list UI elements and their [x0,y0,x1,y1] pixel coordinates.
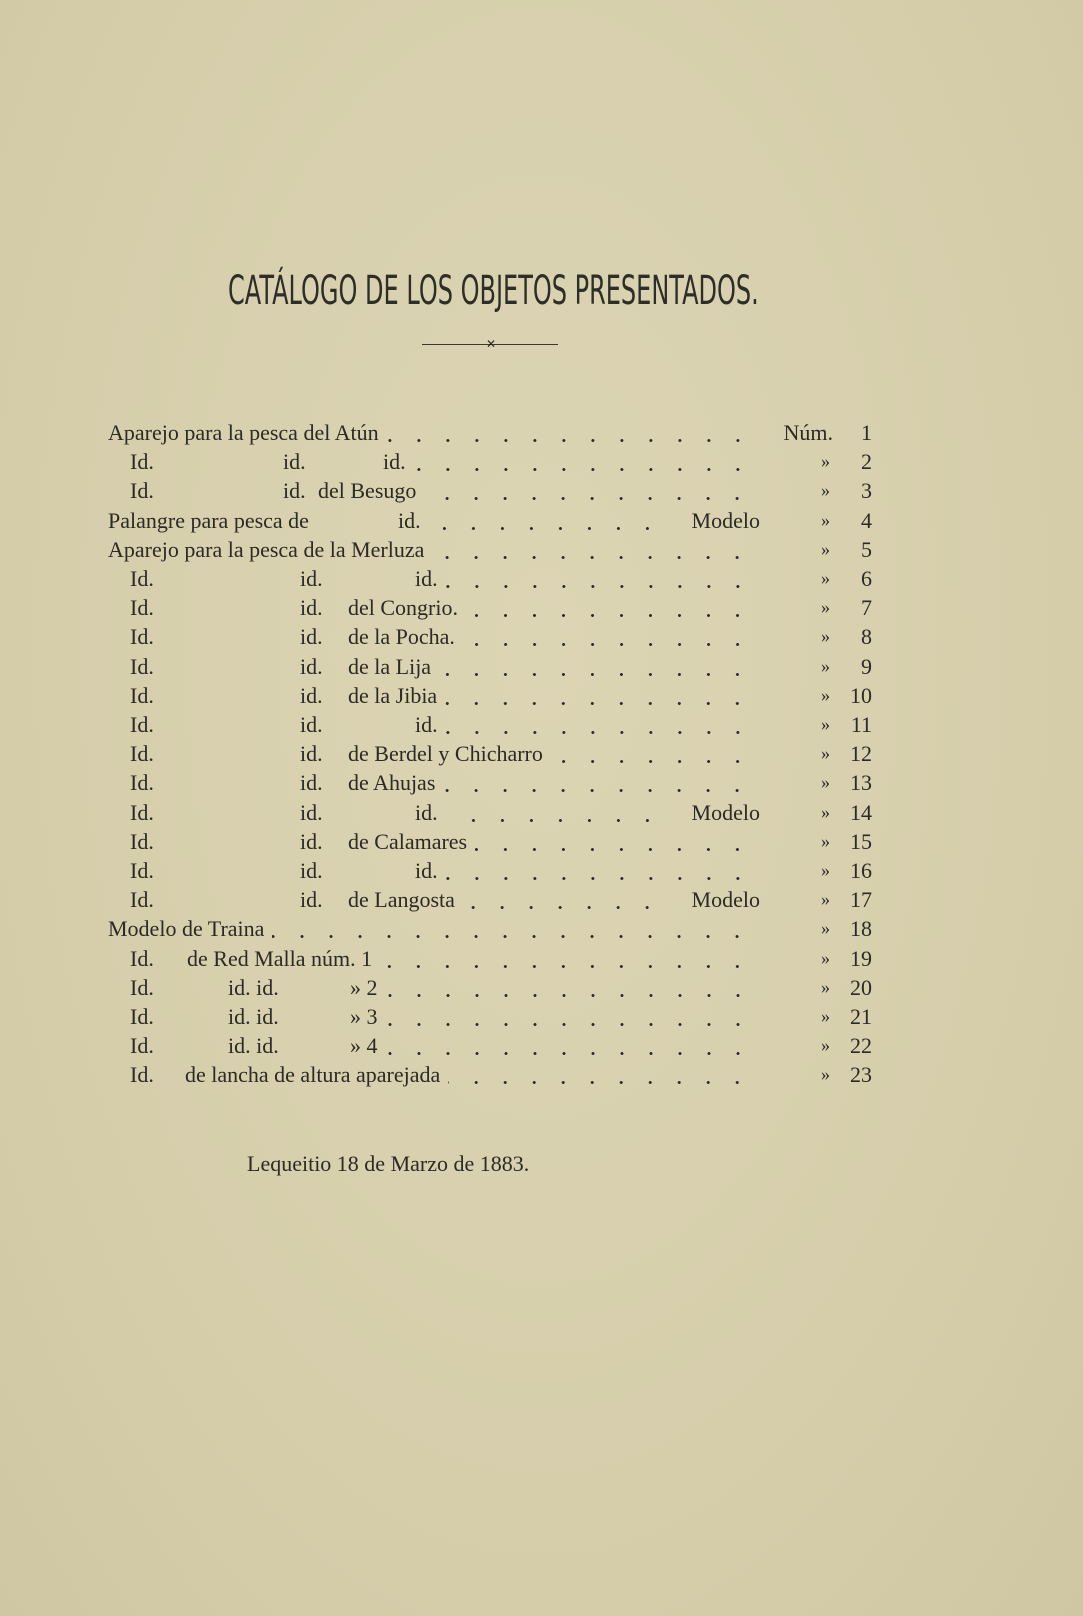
dot-leader [429,506,666,535]
row-text-b: id. [300,653,323,679]
modelo-label: Modelo [691,507,760,533]
dot-leader [463,885,666,914]
row-text-a: Id. [130,624,154,650]
dot-leader [380,944,756,973]
item-number: 11 [850,712,872,737]
row-text-a: Aparejo para la pesca de la Merluza [108,536,425,562]
row-description [108,535,760,564]
item-number: 6 [861,566,872,591]
row-text-a: Id. [130,566,154,591]
row-text-b: id. [300,770,323,796]
catalog-row [0,1031,1083,1060]
page-title: CATÁLOGO DE LOS OBJETOS PRESENTADOS. [228,268,759,314]
dot-leader [432,535,756,564]
item-number: 9 [861,653,872,679]
catalog-row [0,827,1083,856]
row-description [108,1002,760,1031]
ditto-mark: » [821,976,830,997]
dot-leader [446,856,756,885]
catalog-row [0,1002,1083,1031]
item-number: 3 [861,478,872,504]
ditto-mark: » [821,860,830,880]
row-text-b: id. [300,887,323,913]
row-text-a: Palangre para pesca de [108,507,309,533]
dot-leader [475,827,756,856]
row-text-a: Id. [130,828,154,854]
ditto-mark: » [821,684,830,705]
row-text-b: id. [300,595,323,621]
row-description [108,973,760,1002]
dot-leader [439,652,756,681]
row-text-b: id. [300,858,323,883]
row-text-b: id. [300,712,323,737]
dot-leader [386,973,757,1002]
row-text-b: id. [300,828,323,854]
catalog-row [0,476,1083,505]
ditto-mark: » [821,480,830,501]
row-text-c: » 2 [350,974,378,1000]
row-text-c: de la Jibia [348,682,438,708]
ditto-mark: » [821,772,830,793]
catalog-row [0,739,1083,768]
catalog-row [0,652,1083,681]
dot-leader [448,1060,756,1089]
catalog-row [0,1060,1083,1089]
dot-leader [443,768,756,797]
row-text-a: Id. [130,887,154,913]
dot-leader [414,447,756,476]
ditto-mark: » [821,918,830,939]
dot-leader [424,476,756,505]
catalog-row [0,535,1083,564]
item-number: 23 [850,1062,872,1088]
row-text-b: id. [300,624,323,650]
catalog-row [0,593,1083,622]
row-text-b: de Red Malla núm. 1 [187,945,373,971]
row-text-c: del Besugo [318,478,417,504]
row-text-a: Id. [130,974,154,1000]
catalog-row [0,885,1083,914]
item-number: 16 [850,858,872,883]
catalog-row [0,418,1083,447]
row-text-a: Id. [130,1004,154,1029]
item-number: 2 [861,449,872,475]
row-text-c: de Langosta [348,887,455,913]
ditto-mark: » [821,538,830,559]
row-description [108,827,760,856]
catalog-row [0,914,1083,943]
row-text-c: id. [415,712,438,737]
row-description [108,681,760,710]
row-text-c: de Ahujas [348,770,436,796]
row-description [108,593,760,622]
row-description [108,914,760,943]
row-text-c: id. [415,858,438,883]
item-number: 21 [850,1004,872,1029]
ditto-mark: Núm. [783,420,833,445]
item-number: 5 [861,536,872,562]
row-text-b: de lancha de altura aparejada [185,1062,441,1088]
item-number: 15 [850,828,872,854]
row-text-a: Id. [130,770,154,796]
item-number: 17 [850,887,872,913]
dot-leader [272,914,756,943]
ditto-mark: » [821,655,830,676]
row-text-a: Id. [130,653,154,679]
row-description [108,856,760,885]
row-description [108,710,760,739]
row-text-b: id. [300,799,323,825]
item-number: 1 [861,420,872,445]
dot-leader [551,739,756,768]
ditto-mark: » [821,509,830,530]
row-text-c: de Calamares [348,828,468,854]
dot-leader [466,593,756,622]
item-number: 8 [861,624,872,650]
catalog-row [0,710,1083,739]
catalog-row [0,944,1083,973]
catalog-row [0,564,1083,593]
item-number: 19 [850,945,872,971]
row-description [108,652,760,681]
ditto-mark: » [821,714,830,734]
row-text-c: » 3 [350,1004,378,1029]
ditto-mark: » [821,451,830,472]
row-text-b: id. id. [228,974,279,1000]
ditto-mark: » [821,1064,830,1085]
row-text-c: de Berdel y Chicharro [348,741,543,767]
catalog-row [0,856,1083,885]
ditto-mark: » [821,1006,830,1026]
row-text-a: Modelo de Traina [108,916,265,942]
dot-leader [445,681,756,710]
item-number: 10 [850,682,872,708]
row-description [108,506,760,535]
catalog-row [0,622,1083,651]
item-number: 22 [850,1033,872,1059]
ditto-mark: » [821,947,830,968]
row-text-a: Id. [130,741,154,767]
row-text-c: de la Pocha. [348,624,455,650]
item-number: 7 [861,595,872,621]
dot-leader [446,564,756,593]
row-text-b: id. [398,507,421,533]
catalog-row [0,768,1083,797]
row-text-a: Id. [130,595,154,621]
item-number: 20 [850,974,872,1000]
row-text-a: Id. [130,858,154,883]
row-description [108,944,760,973]
row-text-a: Id. [130,945,154,971]
row-text-c: id. [415,566,438,591]
row-description [108,418,760,447]
catalog-row [0,973,1083,1002]
row-text-b: id. [283,478,306,504]
ditto-mark: » [821,801,830,822]
row-text-b: id. [283,449,306,475]
item-number: 18 [850,916,872,942]
item-number: 4 [861,507,872,533]
row-text-c: » 4 [350,1033,378,1059]
modelo-label: Modelo [691,799,760,825]
row-text-a: Id. [130,449,154,475]
ditto-mark: » [821,830,830,851]
item-number: 14 [850,799,872,825]
row-text-c: id. [383,449,406,475]
ditto-mark: » [821,743,830,764]
dot-leader [463,622,756,651]
row-text-a: Id. [130,682,154,708]
row-description [108,564,760,593]
row-description [108,739,760,768]
ditto-mark: » [821,568,830,588]
row-description [108,476,760,505]
row-description [108,885,760,914]
ornament-icon: ✕ [486,337,497,351]
dot-leader [386,1002,757,1031]
row-description [108,1031,760,1060]
row-text-c: id. [415,799,438,825]
dot-leader [387,418,756,447]
row-text-b: id. [300,566,323,591]
row-text-c: del Congrio. [348,595,458,621]
catalog-row [0,681,1083,710]
row-description [108,768,760,797]
row-text-c: de la Lija [348,653,432,679]
row-text-a: Id. [130,799,154,825]
row-text-b: id. [300,741,323,767]
ditto-mark: » [821,626,830,647]
row-text-a: Id. [130,1033,154,1059]
ditto-mark: » [821,597,830,618]
catalog-row [0,798,1083,827]
row-description [108,798,760,827]
item-number: 12 [850,741,872,767]
row-text-b: id. [300,682,323,708]
dot-leader [446,798,666,827]
row-text-a: Id. [130,478,154,504]
row-description [108,622,760,651]
catalog-row [0,506,1083,535]
row-description [108,447,760,476]
date-line: Lequeitio 18 de Marzo de 1883. [247,1151,530,1176]
row-text-b: id. id. [228,1033,279,1059]
item-number: 13 [850,770,872,796]
row-text-a: Id. [130,1062,154,1088]
row-text-a: Aparejo para la pesca del Atún [108,420,379,445]
dot-leader [386,1031,757,1060]
row-text-b: id. id. [228,1004,279,1029]
ditto-mark: » [821,889,830,910]
dot-leader [446,710,756,739]
row-text-a: Id. [130,712,154,737]
ditto-mark: » [821,1035,830,1056]
row-description [108,1060,760,1089]
catalog-row [0,447,1083,476]
modelo-label: Modelo [691,887,760,913]
